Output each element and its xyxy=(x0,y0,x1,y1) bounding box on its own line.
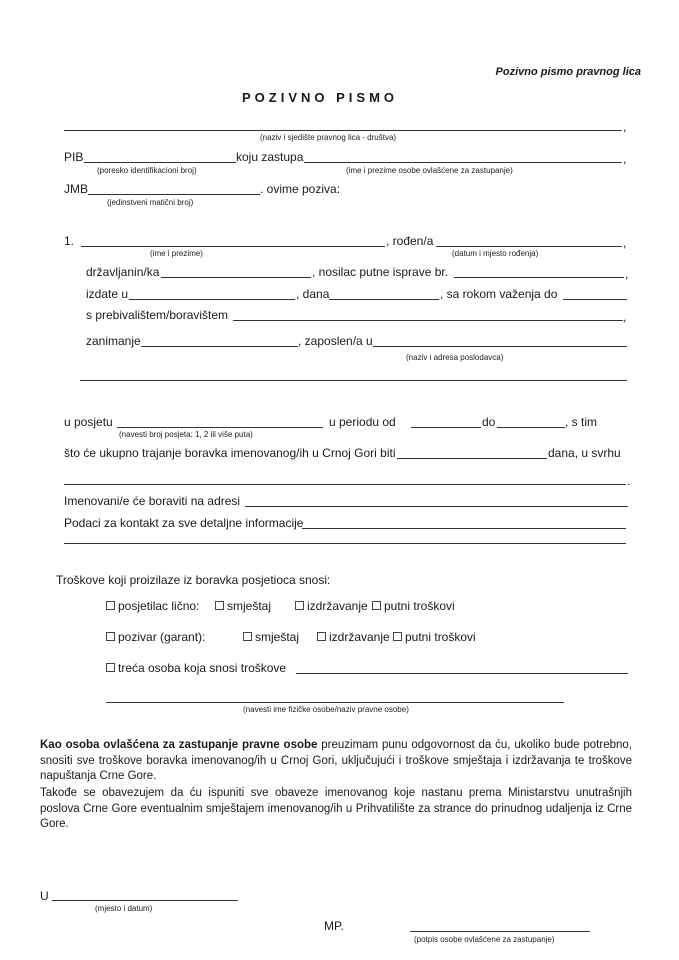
jmb-field[interactable] xyxy=(88,194,260,195)
checkbox[interactable] xyxy=(106,601,115,610)
checkbox[interactable] xyxy=(106,663,115,672)
issue-date-field[interactable] xyxy=(329,299,439,300)
contact-extra-field[interactable] xyxy=(64,543,626,544)
travel-label: putni troškovi xyxy=(384,599,455,613)
entity-name-field[interactable] xyxy=(64,130,622,131)
stamp-label: MP. xyxy=(324,919,344,933)
comma: , xyxy=(623,310,627,324)
checkbox[interactable] xyxy=(317,632,326,641)
checkbox[interactable] xyxy=(215,601,224,610)
pib-label: PIB xyxy=(64,150,84,164)
place-caption: (mjesto i datum) xyxy=(95,904,153,913)
visitor-pays-label: posjetilac lično: xyxy=(118,599,200,613)
page-title: POZIVNO PISMO xyxy=(242,90,399,105)
pib-caption: (poresko identifikacioni broj) xyxy=(97,166,197,175)
invitee-number: 1. xyxy=(64,234,75,248)
days-label: dana, u svrhu xyxy=(548,446,621,460)
visit-label: u posjetu xyxy=(64,415,113,429)
passport-number-field[interactable] xyxy=(454,277,624,278)
comma: , xyxy=(623,152,627,166)
employer-field[interactable] xyxy=(373,346,627,347)
obligation-paragraph: Takođe se obavezujem da ću ispuniti sve obaveze imenovanog koje nastanu prema Ministarstvu unutrašnjih poslova Crne Gore eventualnim smještajem imenovanog/ih u Prihvatilište za strance do prinudnog udaljenja iz Crne Gore. xyxy=(40,787,632,830)
comma: , xyxy=(625,267,629,281)
checkbox[interactable] xyxy=(295,601,304,610)
pib-field[interactable] xyxy=(84,162,236,163)
citizen-label: državljanin/ka xyxy=(86,265,160,279)
employed-label: , zaposlen/a u xyxy=(298,334,373,348)
checkbox[interactable] xyxy=(106,632,115,641)
place-label: U xyxy=(40,889,49,903)
birth-caption: (datum i mjesto rođenja) xyxy=(452,249,539,258)
place-date-field[interactable] xyxy=(52,900,238,901)
to-label: do xyxy=(482,415,496,429)
represented-label: koju zastupa xyxy=(236,150,304,164)
host-travel-option[interactable] xyxy=(393,630,476,644)
maintenance-label: izdržavanje xyxy=(329,630,390,644)
host-pays-option[interactable] xyxy=(106,630,205,644)
bold-lead: Kao osoba ovlašćena za zastupanje pravne osobe xyxy=(40,739,318,751)
third-party-field[interactable] xyxy=(296,673,628,674)
purpose-field[interactable] xyxy=(64,484,626,485)
accommodation-label: smještaj xyxy=(227,599,272,613)
third-party-label: treća osoba koja snosi troškove xyxy=(118,661,287,675)
invitee-name-caption: (ime i prezime) xyxy=(150,249,203,258)
duration-label: što će ukupno trajanje boravka imenovanog/ih u Crnoj Gori biti xyxy=(64,446,396,460)
jmb-caption: (jedinstveni matični broj) xyxy=(107,198,194,207)
period-mark: . xyxy=(627,474,631,488)
checkbox[interactable] xyxy=(393,632,402,641)
valid-until-field[interactable] xyxy=(563,299,627,300)
responsibility-paragraph xyxy=(40,738,632,785)
contact-label: Podaci za kontakt za sve detaljne informacije xyxy=(64,516,304,530)
signature-caption: (potpis osobe ovlašćene za zastupanje) xyxy=(414,935,555,944)
costs-intro: Troškove koji proizilaze iz boravka posjetioca snosi: xyxy=(56,573,331,587)
period-from-field[interactable] xyxy=(411,427,481,428)
employer-caption: (naziv i adresa poslodavca) xyxy=(406,353,504,362)
residence-label: s prebivalištem/boravištem xyxy=(86,308,229,322)
host-accommodation-option[interactable] xyxy=(243,630,299,644)
host-pays-label: pozivar (garant): xyxy=(118,630,206,644)
birth-field[interactable] xyxy=(436,246,622,247)
invitee-name-field[interactable] xyxy=(81,246,385,247)
issued-place-field[interactable] xyxy=(129,299,295,300)
visit-caption: (navesti broj posjeta: 1, 2 ili više puta) xyxy=(119,430,253,439)
third-party-option[interactable] xyxy=(106,661,286,675)
employer-extra-field[interactable] xyxy=(80,380,627,381)
occupation-field[interactable] xyxy=(141,346,298,347)
signature-field[interactable] xyxy=(410,931,590,932)
representative-caption: (ime i prezime osobe ovlašćene za zastupanje) xyxy=(346,166,513,175)
period-to-field[interactable] xyxy=(497,427,565,428)
form-type-label: Pozivno pismo pravnog lica xyxy=(495,66,641,78)
issued-label: izdate u xyxy=(86,287,129,301)
contact-field[interactable] xyxy=(302,528,626,529)
checkbox[interactable] xyxy=(372,601,381,610)
invites-label: . ovime poziva: xyxy=(260,182,341,196)
passport-label: , nosilac putne isprave br. xyxy=(312,265,449,279)
host-maintenance-option[interactable] xyxy=(317,630,390,644)
valid-label: , sa rokom važenja do xyxy=(440,287,558,301)
visitor-pays-option[interactable] xyxy=(106,599,199,613)
jmb-label: JMB xyxy=(64,182,88,196)
occupation-label: zanimanje xyxy=(86,334,141,348)
residence-field[interactable] xyxy=(233,320,623,321)
date-label: , dana xyxy=(296,287,330,301)
address-field[interactable] xyxy=(245,506,628,507)
accommodation-label: smještaj xyxy=(255,630,300,644)
visitor-maintenance-option[interactable] xyxy=(295,599,368,613)
visitor-travel-option[interactable] xyxy=(372,599,455,613)
travel-label: putni troškovi xyxy=(405,630,476,644)
duration-days-field[interactable] xyxy=(397,458,547,459)
paragraph-rest: preuzimam punu odgovornost da ću, ukoliko bude potrebno, snositi sve troškove boravka imenovanog/ih u Crnoj Gori, uključujući i troškove smještaja i izdržavanja te troškove napuštanja Crne Gore. xyxy=(40,739,632,782)
visitor-accommodation-option[interactable] xyxy=(215,599,271,613)
period-label: u periodu od xyxy=(329,415,396,429)
citizenship-field[interactable] xyxy=(161,277,311,278)
with-label: , s tim xyxy=(565,415,597,429)
maintenance-label: izdržavanje xyxy=(307,599,368,613)
comma: , xyxy=(623,236,627,250)
entity-name-caption: (naziv i sjedište pravnog lica - društva) xyxy=(260,133,397,142)
comma: , xyxy=(623,120,627,134)
address-label: Imenovani/e će boraviti na adresi xyxy=(64,494,241,508)
visit-count-field[interactable] xyxy=(117,427,323,428)
checkbox[interactable] xyxy=(243,632,252,641)
third-party-caption: (navesti ime fizičke osobe/naziv pravne osobe) xyxy=(243,705,409,714)
third-party-name-field[interactable] xyxy=(106,702,564,703)
born-label: , rođen/a xyxy=(386,234,434,248)
representative-field[interactable] xyxy=(304,162,622,163)
